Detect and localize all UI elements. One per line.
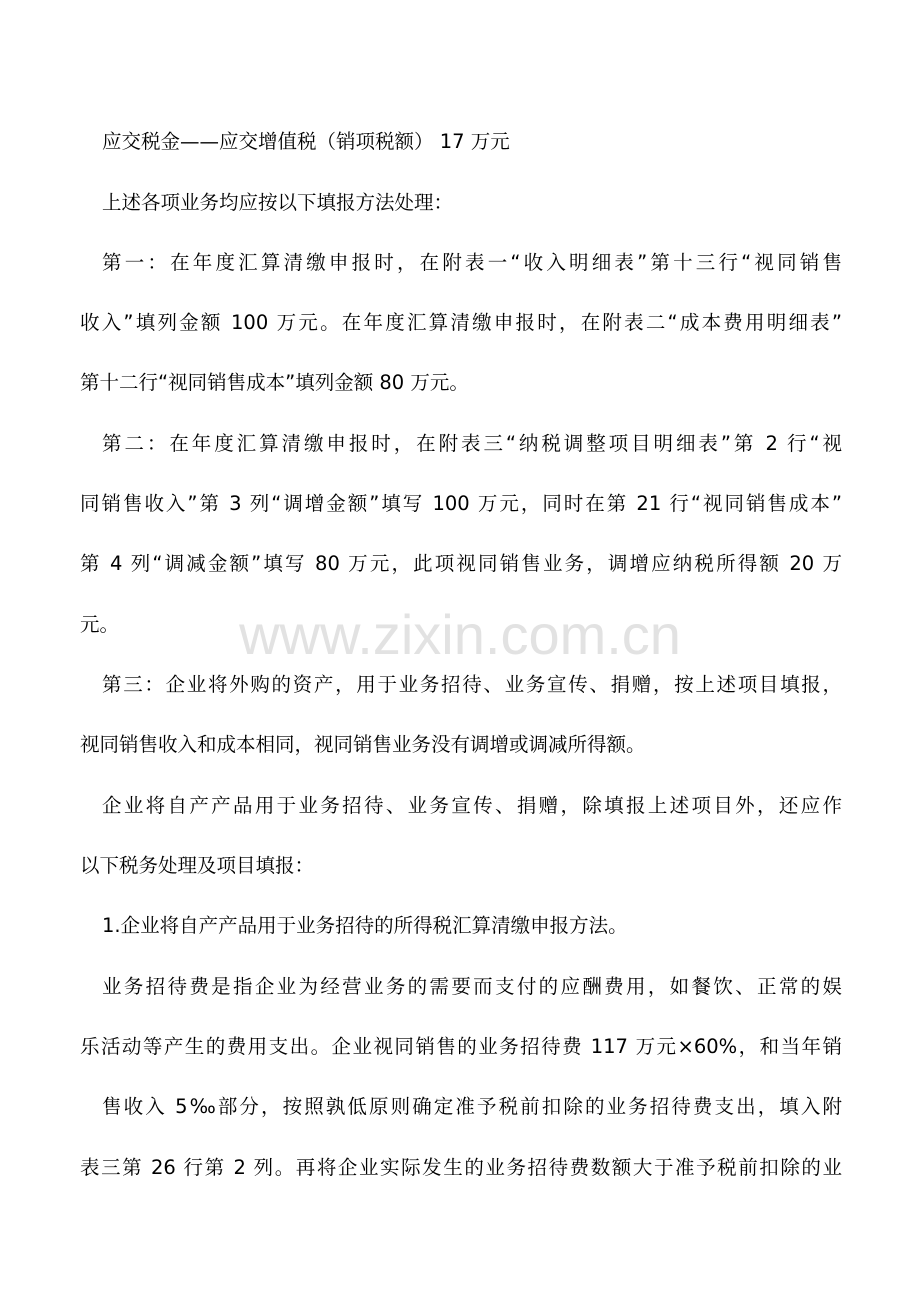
text-line: 第三：企业将外购的资产，用于业务招待、业务宣传、捐赠，按上述项目填报，	[102, 673, 842, 696]
text-line: 以下税务处理及项目填报：	[80, 854, 315, 877]
watermark: www.zixin.com.cn	[239, 603, 681, 666]
text-line: 第一：在年度汇算清缴申报时，在附表一“收入明细表”第十三行“视同销售	[102, 251, 842, 274]
text-line: 乐活动等产生的费用支出。企业视同销售的业务招待费 117 万元×60%，和当年销	[80, 1035, 842, 1058]
text-line: 上述各项业务均应按以下填报方法处理：	[102, 191, 454, 214]
text-line: 元。	[80, 613, 120, 636]
text-line: 同销售收入”第 3 列“调增金额”填写 100 万元，同时在第 21 行“视同销售成本”	[80, 492, 842, 515]
text-line: 企业将自产产品用于业务招待、业务宣传、捐赠，除填报上述项目外，还应作	[102, 794, 842, 817]
text-line: 第十二行“视同销售成本”填列金额 80 万元。	[80, 371, 469, 394]
text-line: 收入”填列金额 100 万元。在年度汇算清缴申报时，在附表二“成本费用明细表”	[80, 311, 842, 334]
text-line: 第二：在年度汇算清缴申报时，在附表三“纳税调整项目明细表”第 2 行“视	[102, 432, 842, 455]
text-line: 售收入 5‰部分，按照孰低原则确定准予税前扣除的业务招待费支出，填入附	[102, 1095, 842, 1118]
text-line: 第 4 列“调减金额”填写 80 万元，此项视同销售业务，调增应纳税所得额 20 万	[80, 552, 842, 575]
text-line: 应交税金——应交增值税（销项税额） 17 万元	[102, 130, 510, 153]
text-line: 1.企业将自产产品用于业务招待的所得税汇算清缴申报方法。	[102, 914, 628, 937]
text-line: 视同销售收入和成本相同，视同销售业务没有调增或调减所得额。	[80, 733, 646, 756]
text-line: 业务招待费是指企业为经营业务的需要而支付的应酬费用，如餐饮、正常的娱	[102, 975, 842, 998]
text-line: 表三第 26 行第 2 列。再将企业实际发生的业务招待费数额大于准予税前扣除的业	[80, 1156, 842, 1179]
